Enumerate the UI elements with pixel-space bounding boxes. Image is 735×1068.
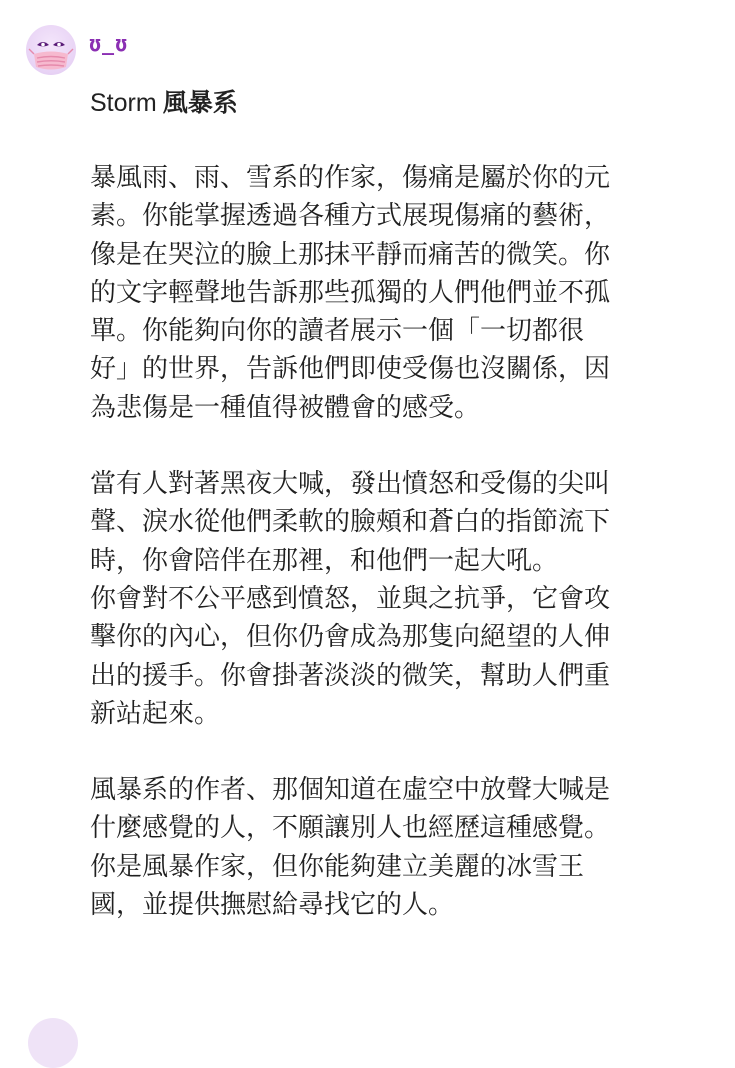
text-line: 時，你會陪伴在那裡，和他們一起大吼。 xyxy=(90,545,559,576)
paragraph xyxy=(90,771,700,924)
text-line: 什麼感覺的人，不願讓別人也經歷這種感覺。 xyxy=(90,813,611,844)
post-title-latin: Storm xyxy=(90,89,157,117)
paragraph xyxy=(90,159,700,427)
text-line: 出的援手。你會掛著淡淡的微笑，幫助人們重 xyxy=(90,660,611,691)
text-line: 你會對不公平感到憤怒，並與之抗爭，它會攻 xyxy=(90,583,611,614)
masked-face-icon xyxy=(26,25,76,75)
text-line: 的文字輕聲地告訴那些孤獨的人們他們並不孤 xyxy=(90,277,611,308)
post-body xyxy=(90,159,700,924)
post-title xyxy=(90,83,238,119)
text-line: 擊你的內心，但你仍會成為那隻向絕望的人伸 xyxy=(90,622,611,653)
text-line: 好」的世界，告訴他們即使受傷也沒關係，因 xyxy=(90,354,611,385)
username[interactable]: ʊ_ʊ xyxy=(89,31,129,55)
text-line: 國，並提供撫慰給尋找它的人。 xyxy=(90,890,455,921)
text-line: 當有人對著黑夜大喊，發出憤怒和受傷的尖叫 xyxy=(90,469,611,500)
text-line: 素。你能掌握透過各種方式展現傷痛的藝術， xyxy=(90,201,611,232)
avatar[interactable] xyxy=(26,25,76,75)
text-line: 風暴系的作者、那個知道在虛空中放聲大喊是 xyxy=(90,775,611,806)
text-line: 為悲傷是一種值得被體會的感受。 xyxy=(90,392,481,423)
text-line: 單。你能夠向你的讀者展示一個「一切都很 xyxy=(90,316,585,347)
text-line: 新站起來。 xyxy=(90,698,221,729)
post-header xyxy=(26,24,128,76)
text-line: 像是在哭泣的臉上那抹平靜而痛苦的微笑。你 xyxy=(90,239,611,270)
text-line: 暴風雨、雨、雪系的作家，傷痛是屬於你的元 xyxy=(90,163,611,193)
post-title-cjk: 風暴系 xyxy=(162,88,238,117)
text-line: 聲、淚水從他們柔軟的臉頰和蒼白的指節流下 xyxy=(90,507,611,538)
next-post-avatar[interactable] xyxy=(28,1018,78,1068)
paragraph xyxy=(90,465,700,733)
text-line: 你是風暴作家，但你能夠建立美麗的冰雪王 xyxy=(90,851,585,882)
